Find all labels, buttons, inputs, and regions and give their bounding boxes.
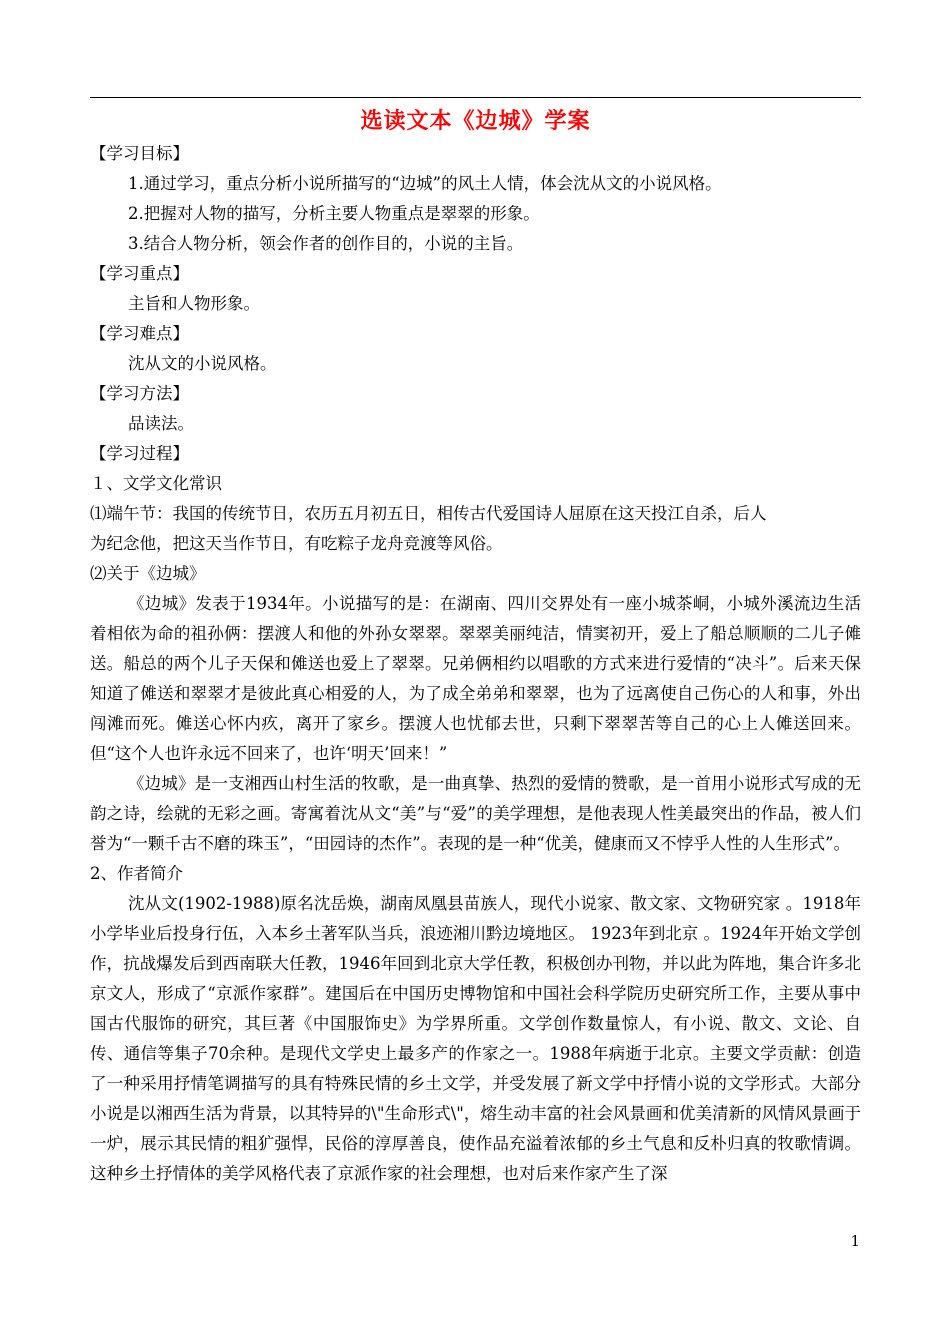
- goal-item: 1.通过学习，重点分析小说所描写的“边城”的风土人情，体会沈从文的小说风格。: [128, 174, 722, 193]
- section-heading-key-points: 【学习重点】: [90, 264, 189, 283]
- section-heading-difficulties: 【学习难点】: [90, 324, 189, 343]
- section-heading-method: 【学习方法】: [90, 384, 189, 403]
- goal-item: 2.把握对人物的描写，分析主要人物重点是翠翠的形象。: [128, 204, 540, 223]
- biancheng-appraisal-paragraph: 《边城》是一支湘西山村生活的牧歌，是一曲真挚、热烈的爱情的赞歌，是一首用小说形式写成的无韵之诗，绘就的无彩之画。寄寓着沈从文“美”与“爱”的美学理想，是他表现人性美最突出的作品，被人们誉为“一颗千古不磨的珠玉”，“田园诗的杰作”。表现的是一种“优美，健康而又不悖乎人性的人生形式”。: [90, 774, 861, 853]
- part2-heading: 2、作者简介: [90, 864, 183, 883]
- difficulties-text: 沈从文的小说风格。: [128, 354, 277, 373]
- page-number: 1: [850, 1232, 860, 1250]
- biancheng-summary-paragraph: 《边城》发表于1934年。小说描写的是：在湖南、四川交界处有一座小城茶峒，小城外溪流边生活着相依为命的祖孙俩：摆渡人和他的外孙女翠翠。翠翠美丽纯洁，情窦初开，爱上了船总顺顺的二儿子傩送。船总的两个儿子天保和傩送也爱上了翠翠。兄弟俩相约以唱歌的方式来进行爱情的“决斗”。后来天保知道了傩送和翠翠才是彼此真心相爱的人，为了成全弟弟和翠翠，也为了远离使自己伤心的人和事，外出闯滩而死。傩送心怀内疚，离开了家乡。摆渡人也忧郁去世，只剩下翠翠苦等自己的心上人傩送回来。但“这个人也许永远不回来了，也许‘明天’回来！”: [90, 594, 861, 763]
- section-heading-goals: 【学习目标】: [90, 144, 189, 163]
- duanwu-line-1: ⑴端午节：我国的传统节日，农历五月初五日，相传古代爱国诗人屈原在这天投江自杀，后人: [90, 504, 767, 523]
- author-bio-paragraph: 沈从文(1902-1988)原名沈岳焕，湖南凤凰县苗族人，现代小说家、散文家、文物研究家 。1918年小学毕业后投身行伍，入本乡土著军队当兵，浪迹湘川黔边境地区。 1923年到北京 。1924年开始文学创作，抗战爆发后到西南联大任教，1946年回到北京大学任教，积极创办刊物，并以此为阵地，集合许多北京文人，形成了“京派作家群”。建国后在中国历史博物馆和中国社会科学院历史研究所工作，主要从事中国古代服饰的研究，其巨著《中国服饰史》为学界所重。文学创作数量惊人，有小说、散文、文论、自传、通信等集子70余种。是现代文学史上最多产的作家之一。1988年病逝于北京。主要文学贡献：创造了一种采用抒情笔调描写的具有特殊民情的乡土文学，并受发展了新文学中抒情小说的文学形式。大部分小说是以湘西生活为背景，以其特异的\"生命形式\"，熔生动丰富的社会风景画和优美清新的风情风景画于一炉，展示其民情的粗犷强悍，民俗的淳厚善良，使作品充溢着浓郁的乡土气息和反朴归真的牧歌情调。这种乡土抒情体的美学风格代表了京派作家的社会理想，也对后来作家产生了深: [90, 894, 861, 1183]
- document-body: [90, 103, 861, 1189]
- document-title: 选读文本《边城》学案: [360, 108, 591, 134]
- method-text: 品读法。: [128, 414, 194, 433]
- duanwu-line-2: 为纪念他，把这天当作节日，有吃粽子龙舟竞渡等风俗。: [90, 534, 503, 553]
- goal-item: 3.结合人物分析，领会作者的创作目的，小说的主旨。: [128, 234, 524, 253]
- section-heading-process: 【学习过程】: [90, 444, 189, 463]
- biancheng-heading: ⑵关于《边城》: [90, 564, 206, 583]
- part1-heading: １、文学文化常识: [90, 474, 222, 493]
- header-rule: [90, 97, 861, 98]
- key-points-text: 主旨和人物形象。: [128, 294, 260, 313]
